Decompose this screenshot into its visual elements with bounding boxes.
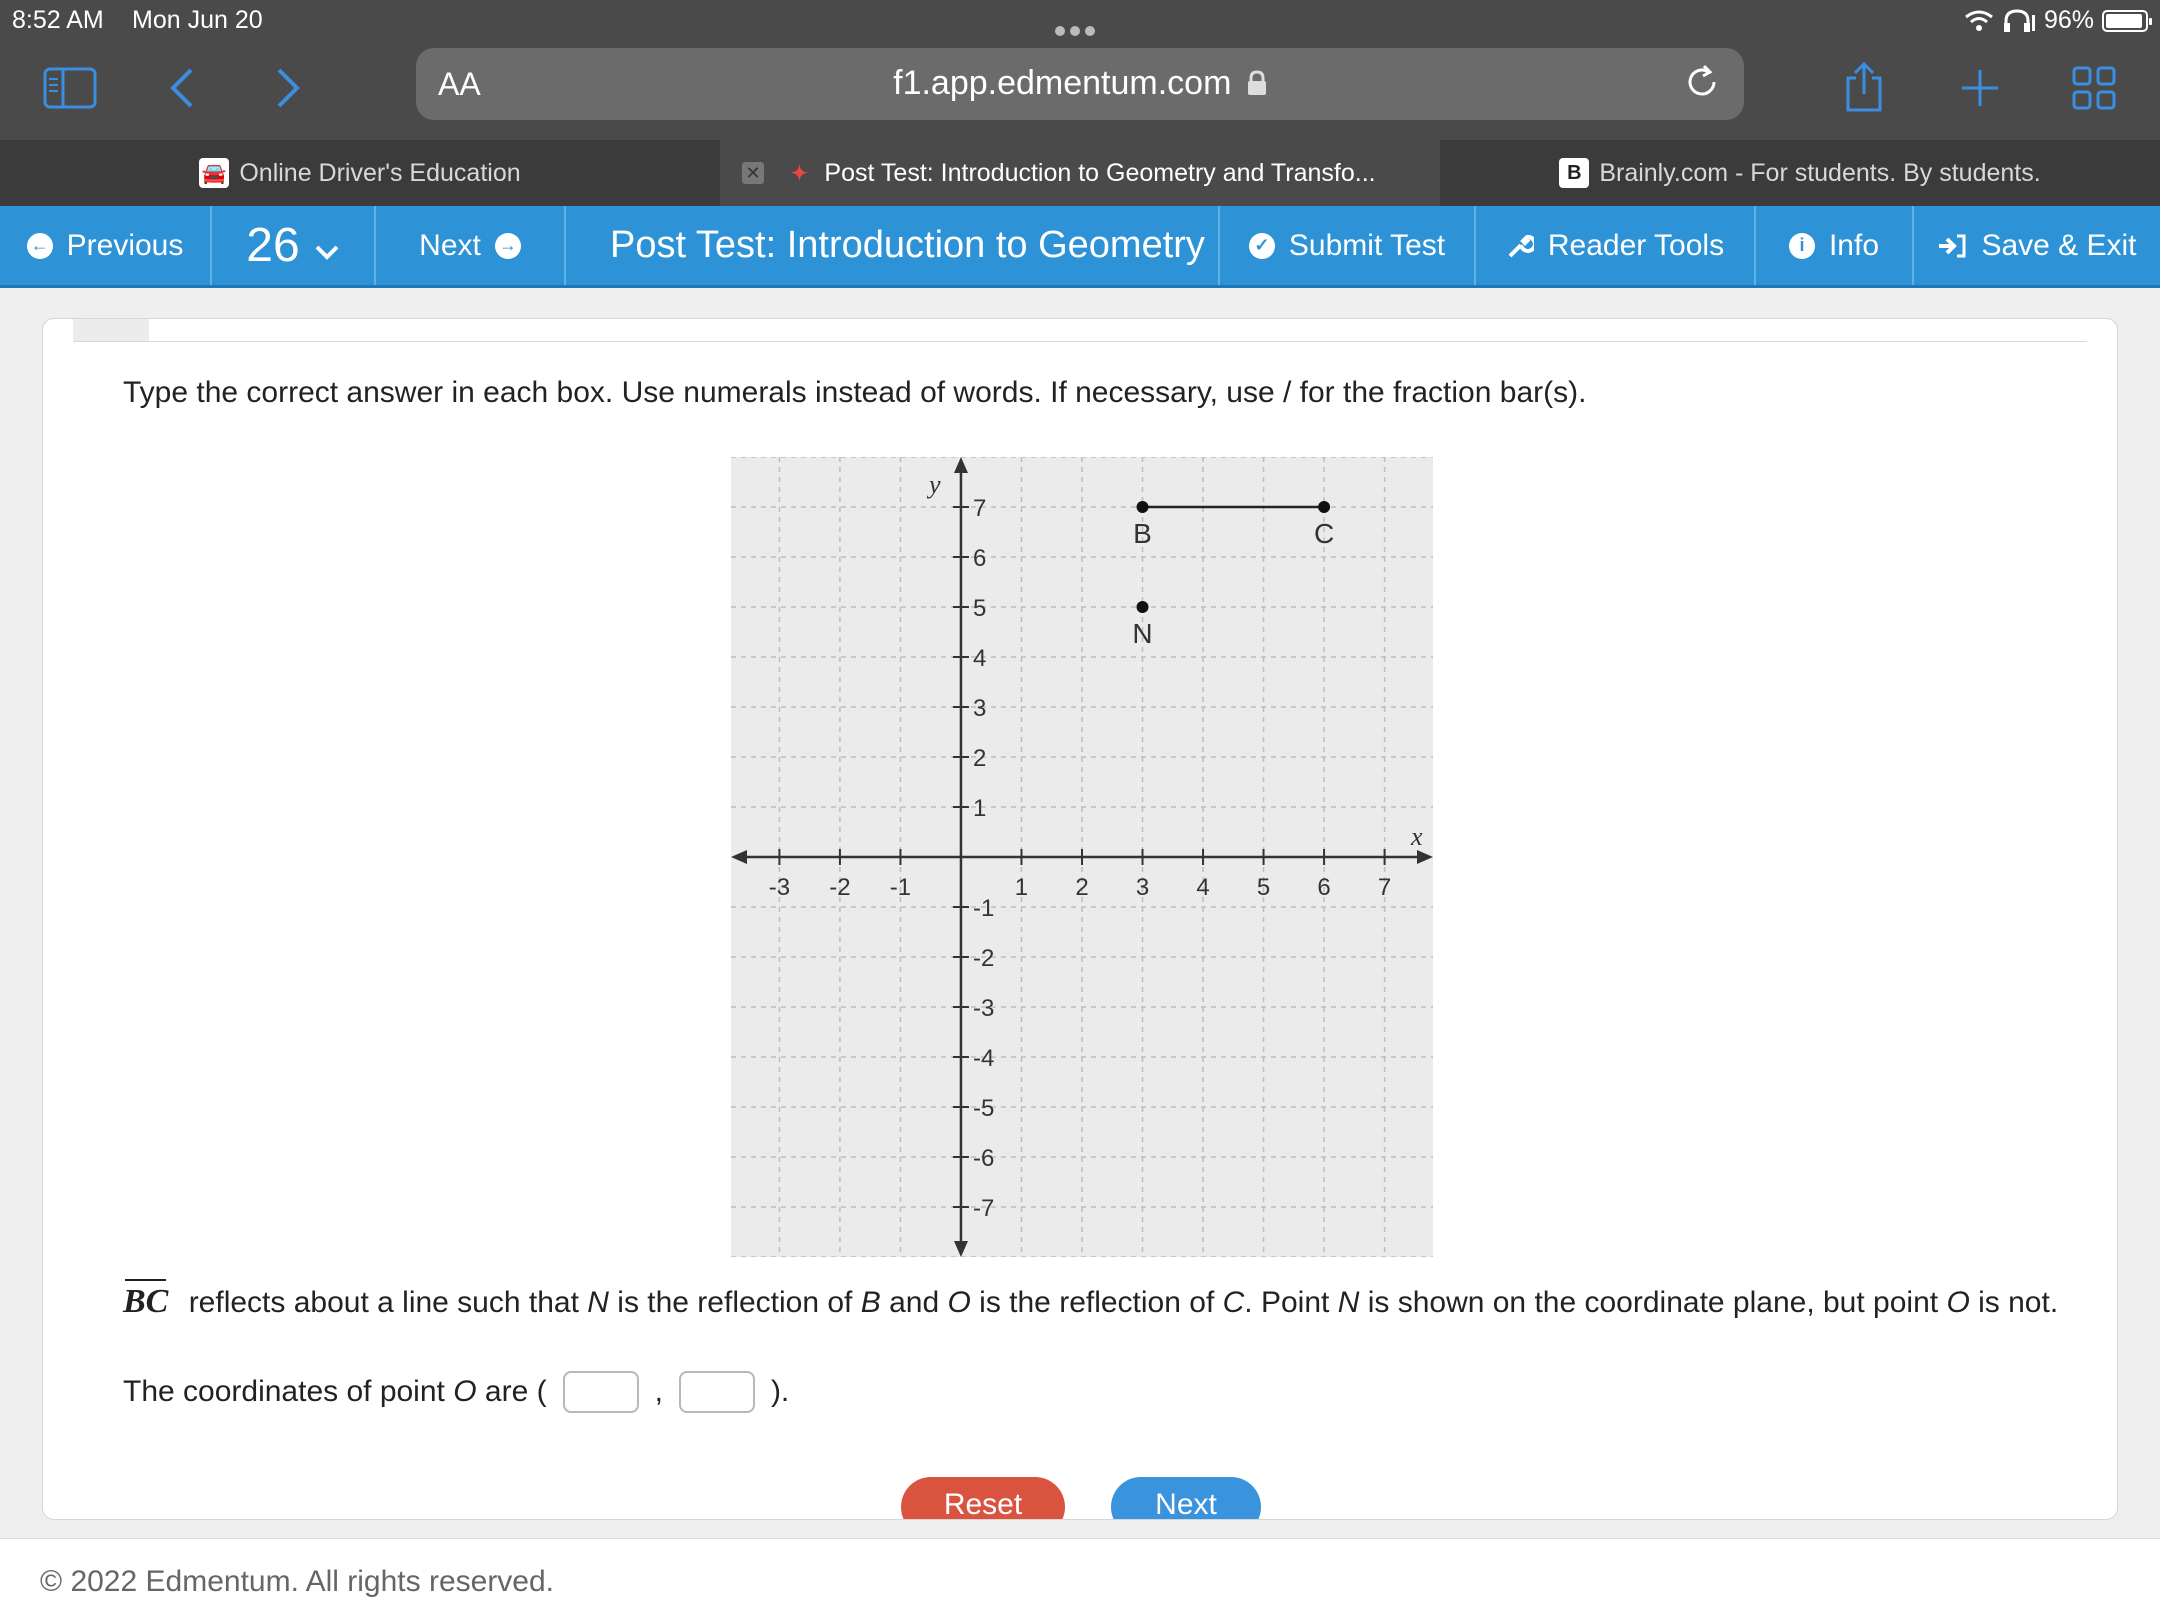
question-number-tab: [73, 319, 149, 341]
y-tick-label: 5: [972, 595, 987, 622]
answer-suffix: ).: [770, 1375, 790, 1408]
y-tick-label: 6: [972, 545, 987, 572]
browser-toolbar: [0, 42, 2160, 140]
wrench-icon: [1506, 232, 1534, 260]
y-tick-label: 7: [972, 495, 987, 522]
url-text: f1.app.edmentum.com: [893, 64, 1232, 102]
test-title: Post Test: Introduction to Geometry: [566, 206, 1220, 285]
question-number-dropdown[interactable]: [212, 206, 376, 285]
x-tick-label: 3: [1135, 874, 1150, 901]
submit-test-button[interactable]: [1220, 206, 1476, 285]
x-axis-arrow-left: [731, 850, 747, 864]
x-tick-label: 5: [1256, 874, 1271, 901]
lock-icon: [1247, 70, 1267, 96]
multitasking-dots-icon[interactable]: [1055, 14, 1105, 26]
save-exit-button[interactable]: [1914, 206, 2160, 285]
y-tick-label: 2: [972, 745, 987, 772]
y-tick-label: -5: [972, 1095, 995, 1122]
y-tick-label: 4: [972, 645, 987, 672]
info-icon: i: [1789, 233, 1815, 259]
x-tick-label: -2: [829, 874, 851, 901]
arrow-left-circle-icon: ←: [27, 233, 53, 259]
x-tick-label: 7: [1377, 874, 1392, 901]
close-tab-icon[interactable]: ✕: [742, 162, 764, 184]
answer-line: [123, 1371, 789, 1413]
tab-overview-icon[interactable]: [2064, 60, 2124, 116]
address-bar[interactable]: [416, 48, 1744, 120]
x-tick-label: 6: [1317, 874, 1331, 901]
y-tick-label: -6: [972, 1145, 995, 1172]
point-b: [1137, 501, 1149, 513]
y-tick-label: 3: [972, 695, 987, 722]
info-label: Info: [1828, 228, 1880, 262]
arrow-right-circle-icon: →: [495, 233, 521, 259]
chevron-down-icon: [314, 244, 340, 262]
y-axis-arrow-up: [954, 457, 968, 473]
reader-tools-button[interactable]: [1476, 206, 1756, 285]
reset-button[interactable]: Reset: [901, 1477, 1065, 1520]
headphones-icon: [2002, 9, 2036, 33]
x-tick-label: -1: [889, 874, 912, 901]
new-tab-plus-icon[interactable]: [1950, 60, 2010, 116]
y-axis-arrow-down: [954, 1241, 968, 1257]
answer-prefix: The coordinates of point: [123, 1375, 454, 1408]
tab-post-test[interactable]: [720, 140, 1440, 206]
question-card: [42, 318, 2118, 1520]
y-tick-label: -1: [972, 895, 995, 922]
tab-label: Post Test: Introduction to Geometry and Transfo...: [824, 158, 1376, 187]
x-axis-arrow-right: [1417, 850, 1433, 864]
x-tick-label: -3: [768, 874, 791, 901]
divider: [73, 341, 2087, 342]
y-coordinate-input[interactable]: [679, 1371, 755, 1413]
segment-bc-label: BC: [123, 1279, 168, 1321]
x-tick-label: 1: [1014, 874, 1029, 901]
point-label-c: C: [1313, 518, 1335, 549]
tab-label: Brainly.com - For students. By students.: [1599, 158, 2041, 187]
next-label: Next: [419, 228, 481, 262]
question-number: 26: [246, 219, 300, 272]
status-date: Mon Jun 20: [132, 6, 263, 34]
sign-out-icon: [1937, 233, 1967, 259]
point-label-n: N: [1132, 618, 1153, 649]
car-icon: 🚘: [199, 158, 229, 188]
y-tick-label: -3: [972, 995, 995, 1022]
check-circle-icon: ✓: [1249, 233, 1275, 259]
x-tick-label: 2: [1075, 874, 1089, 901]
y-tick-label: 1: [972, 795, 987, 822]
brainly-favicon-icon: B: [1559, 158, 1589, 188]
status-time: 8:52 AM: [12, 6, 104, 34]
sidebar-icon[interactable]: [40, 60, 100, 116]
previous-label: Previous: [66, 228, 184, 262]
wifi-icon: [1964, 9, 1994, 33]
save-exit-label: Save & Exit: [1981, 228, 2137, 262]
y-tick-label: -2: [972, 945, 995, 972]
x-coordinate-input[interactable]: [563, 1371, 639, 1413]
reader-tools-label: Reader Tools: [1547, 228, 1725, 262]
address-url[interactable]: [416, 64, 1744, 103]
tab-drivers-ed[interactable]: [0, 140, 720, 206]
status-right: [1964, 6, 2148, 35]
coordinate-plane: [731, 457, 1433, 1257]
status-bar: [0, 0, 2160, 42]
answer-point: O: [453, 1375, 477, 1408]
text-size-button[interactable]: AA: [438, 66, 481, 102]
coordinate-plane-svg: [731, 457, 1433, 1257]
next-button[interactable]: Next: [1111, 1477, 1261, 1520]
point-n: [1137, 601, 1149, 613]
copyright: © 2022 Edmentum. All rights reserved.: [40, 1565, 555, 1598]
info-button[interactable]: [1756, 206, 1914, 285]
point-label-b: B: [1133, 518, 1152, 549]
instructions: Type the correct answer in each box. Use numerals instead of words. If necessary, use / for the fraction bar(s).: [123, 376, 1587, 409]
point-c: [1318, 501, 1330, 513]
tab-brainly[interactable]: [1440, 140, 2160, 206]
battery-percent: 96%: [2043, 6, 2094, 34]
footer: [0, 1538, 2160, 1620]
back-arrow-icon[interactable]: [152, 60, 212, 116]
previous-button[interactable]: [0, 206, 212, 285]
tab-label: Online Driver's Education: [239, 158, 521, 187]
share-icon[interactable]: [1834, 60, 1894, 116]
x-tick-label: 4: [1196, 874, 1210, 901]
tab-bar: [0, 140, 2160, 206]
test-navigation-bar: [0, 206, 2160, 288]
submit-label: Submit Test: [1288, 228, 1446, 262]
forward-arrow-icon[interactable]: [258, 60, 318, 116]
y-tick-label: -7: [972, 1195, 995, 1222]
y-axis-label: y: [928, 470, 941, 499]
reload-icon[interactable]: [1682, 62, 1722, 102]
next-nav-button[interactable]: [376, 206, 566, 285]
answer-are: are (: [476, 1375, 547, 1408]
problem-statement: [123, 1279, 2058, 1321]
comma: ,: [654, 1375, 663, 1408]
y-tick-label: -4: [972, 1045, 995, 1072]
edmentum-favicon-icon: ✦: [791, 162, 808, 185]
x-axis-label: x: [1411, 822, 1423, 851]
problem-text: reflects about a line such that N is the reflection of B and O is the reflection of C. Point N is shown on the coordinate plane, but point O is not.: [180, 1286, 2059, 1319]
battery-icon: [2102, 10, 2148, 32]
